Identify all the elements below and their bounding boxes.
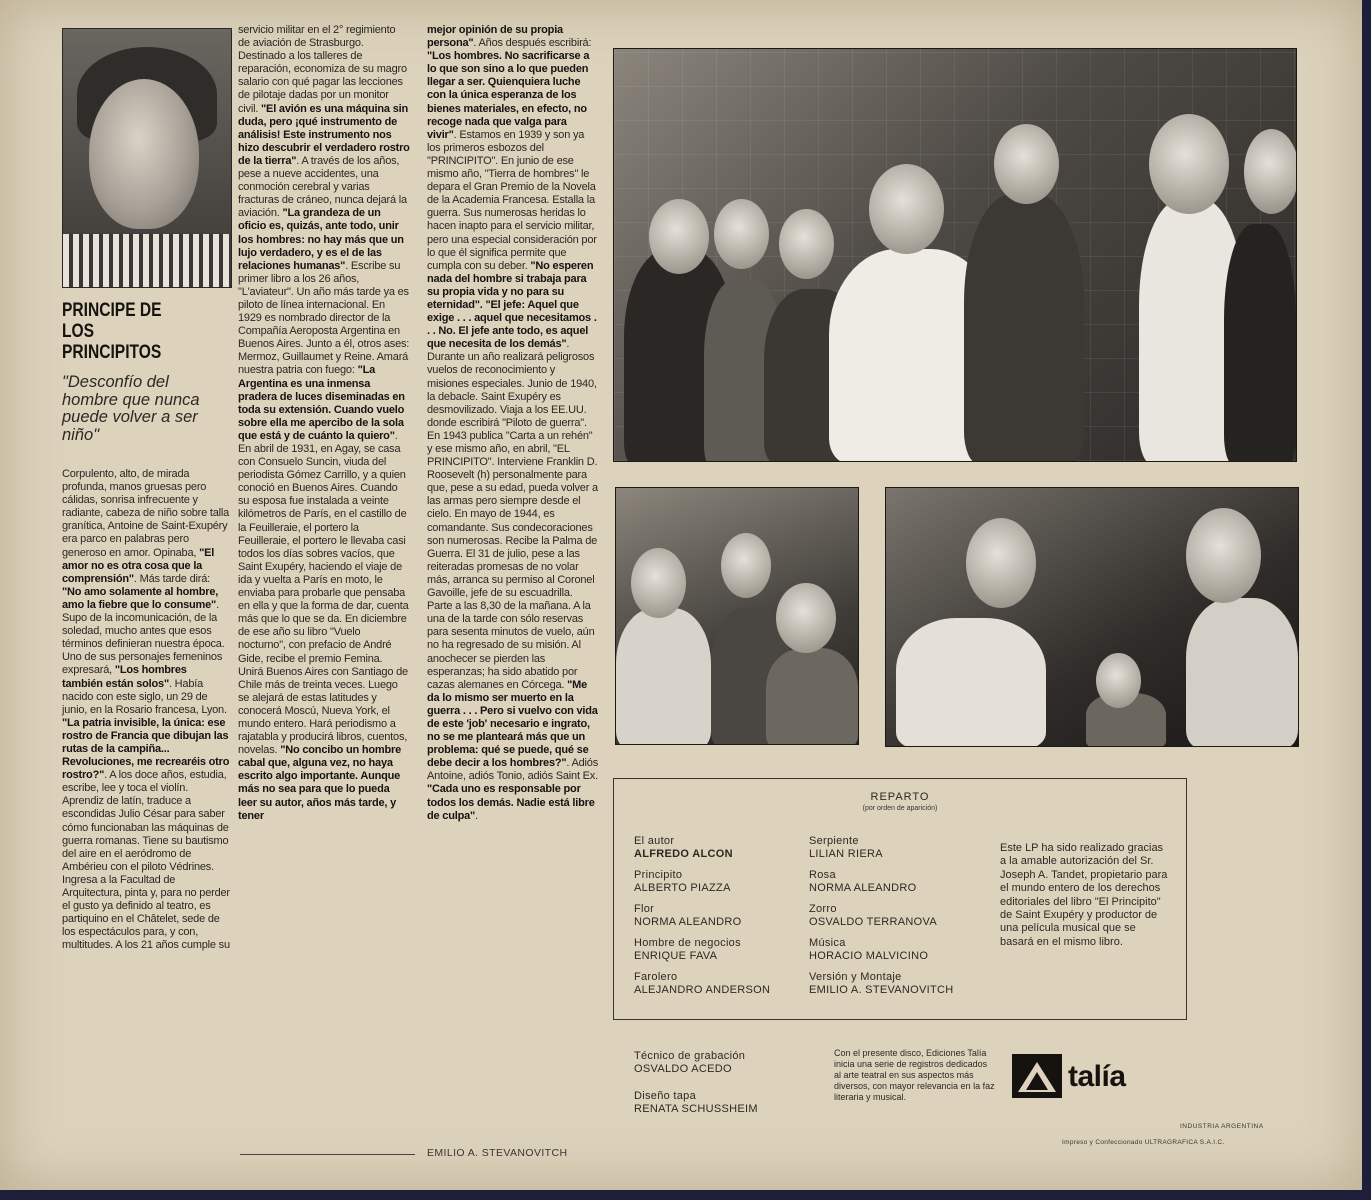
body-text: . (475, 809, 478, 822)
child-portrait-photo (62, 28, 232, 288)
recording-session-photo-left (615, 487, 859, 745)
body-text: . Escribe su primer libro a los 26 años, "L'aviateur". Un año más tarde ya es piloto de línea internacional. En 1929 es nombrado director de la Compañía Aeroposta Argentina en Buenos Aires. Junto a él, otros ases: Mermoz, Guillaumet y Reine. Amará nuestra patria con fuego: (238, 259, 410, 377)
cast-entry: Flor NORMA ALEANDRO (634, 903, 742, 928)
quote-text: "La patria invisible, la única: ese rostro de Francia que dibujan las rutas de la campiña... Revoluciones, me recrearéis otro rostro?" (62, 716, 230, 782)
body-text: . Adiós Antoine, adiós Tonio, adiós Saint Ex. (427, 757, 599, 783)
column-divider (240, 1154, 415, 1155)
quote-text: "No esperen nada del hombre si trabaja para su propia vida y no para su eternidad". "El jefe: Aquel que exige . . . aquel que necesitamos . . . No. El jefe ante todo, es aquel que necesita de los demás" (427, 259, 597, 351)
recording-studio-group-photo (613, 48, 1297, 462)
article-paragraph (427, 24, 599, 823)
cover-design-credit: Diseño tapa RENATA SCHUSSHEIM (634, 1090, 758, 1115)
body-text: . Supo de la incomunicación, de la soledad, mucho antes que esos términos definieran nuestra época. Uno de sus personajes femeninos expresará, (62, 598, 225, 677)
rights-note: Este LP ha sido realizado gracias a la amable autorización del Sr. Joseph A. Tandet, propietario para el mundo entero de los derechos editoriales del libro "El Principito" de Saint Exupéry y productor de una película musical que se basará en el mismo libro. (1000, 842, 1168, 948)
cast-entry: Serpiente LILIAN RIERA (809, 835, 883, 860)
recording-session-photo-right (885, 487, 1299, 747)
article-paragraph (238, 24, 410, 823)
body-text: . Años después escribirá: (473, 37, 592, 50)
body-text: . Estamos en 1939 y son ya los primeros esbozos del "PRINCIPITO". En junio de ese mismo año, "Tierra de hombres" le depara el Gran Premio de la Novela de la Academia Francesa. Estalla la guerra. Sus numerosas heridas lo hacen inapto para el servicio militar, pero una especial consideración por lo que él significa permite que cumpla con su deber. (427, 128, 597, 272)
quote-text: "La Argentina es una inmensa pradera de luces diseminadas en toda su extensión. Cuando vuelo sobre ella me apercibo de la sola que está y de cuánto la quiero" (238, 364, 405, 442)
article-column-2 (238, 24, 410, 823)
cast-entry: Versión y Montaje EMILIO A. STEVANOVITCH (809, 971, 954, 996)
quote-text: "La grandeza de un oficio es, quizás, ante todo, unir los hombres: no hay más que un lujo verdadero, y es el de las relaciones humanas" (238, 207, 404, 272)
cast-entry: Hombre de negocios ENRIQUE FAVA (634, 937, 741, 962)
quote-text: "Los hombres. No sacrificarse a lo que son sino a lo que pueden llegar a ser. Quienquiera luche con la única esperanza de los bienes materiales, en efecto, no recoge nada que valga para vivir" (427, 50, 590, 141)
body-text: . Durante un año realizará peligrosos vuelos de reconocimiento y misiones especiales. Junio de 1940, la debacle. Saint Exupéry es desmovilizado. Viaja a los EE.UU. donde escribirá "Piloto de guerra". En 1943 publica "Carta a un rehén" y ese mismo año, en abril, "EL PRINCIPITO". Interviene Franklin D. Roosevelt (h) personalmente para que, pese a su edad, pueda volver a las armas pero siempre desde el cielo. En mayo de 1944, es comandante. Sus condecoraciones son numerosas. Recibe la Palma de Guerra. El 31 de julio, pese a las reiteradas promesas de no volar más, arranca su permiso al Coronel Gavoille, jefe de su escuadrilla. Parte a las 8,30 de la mañana. A la una de la tarde con sólo reservas para sesenta minutos de vuelo, aún no ha regresado de su misión. Al anochecer se pierden las esperanzas; ha sido abatido por cazas alemanes en Córcega. (427, 338, 598, 691)
quote-text: "No amo solamente al hombre, amo la fiebre que lo consume" (62, 585, 219, 611)
printer-credit: Impreso y Confeccionado ULTRAGRAFICA S.A.I.C. (1062, 1139, 1225, 1146)
quote-text: mejor opinión de su propia persona" (427, 24, 563, 50)
cast-entry: Farolero ALEJANDRO ANDERSON (634, 971, 771, 996)
cast-entry: Principito ALBERTO PIAZZA (634, 869, 731, 894)
cast-entry: Música HORACIO MALVICINO (809, 937, 929, 962)
article-column-1 (62, 468, 230, 952)
cast-entry: El autor ALFREDO ALCON (634, 835, 733, 860)
quote-text: "Los hombres también están solos" (62, 664, 187, 690)
article-subheading: "Desconfío del hombre que nunca puede volver a ser niño" (62, 373, 200, 444)
quote-text: "El amor no es otra cosa que la comprensión" (62, 546, 215, 585)
recording-engineer-credit: Técnico de grabación OSVALDO ACEDO (634, 1050, 746, 1075)
quote-text: "No concibo un hombre cabal que, alguna vez, no haya escrito algo importante. Aunque más no sea para que lo pueda leer su autor, años más tarde, y tener (238, 744, 402, 822)
article-heading: PRINCIPE DE LOS PRINCIPITOS (62, 300, 162, 363)
body-text: servicio militar en el 2° regimiento de aviación de Strasburgo. Destinado a los talleres de reparación, economiza de su magro salario con qué pagar las lecciones de pilotaje dadas por un monitor civil. (238, 24, 407, 115)
cast-entry: Rosa NORMA ALEANDRO (809, 869, 917, 894)
quote-text: "El avión es una máquina sin duda, pero ¡qué instrumento de análisis! Este instrumento nos hizo descubrir el verdadero rostro de la tierra" (238, 102, 410, 167)
body-text: Corpulento, alto, de mirada profunda, manos gruesas pero cálidas, sonrisa infrecuente y radiante, cabeza de niño sobre talla granítica, Antoine de Saint-Exupéry era parco en palabras pero generoso en amor. Opinaba, (62, 468, 230, 559)
body-text: . Había nacido con este siglo, un 29 de junio, en la Rosario francesa, Lyon. (62, 677, 227, 716)
label-brand-name: talía (1068, 1060, 1126, 1093)
author-signature: EMILIO A. STEVANOVITCH (427, 1147, 568, 1159)
industry-origin: INDUSTRIA ARGENTINA (1180, 1123, 1264, 1130)
body-text: . A los doce años, estudia, escribe, lee y toca el violín. Aprendiz de latín, traduce a escondidas Julio César para saber cómo funcionaban las máquinas de guerra romanas. Tiene su bautismo del aire en el aeródromo de Ambérieu con el piloto Védrines. Ingresa a la Facultad de Arquitectura, pinta y, para no perder el gusto ya definido al teatro, es partiquino en el Châtelet, sede de los espectáculos para, y con, multitudes. A los 21 años cumple su (62, 769, 230, 952)
article-column-3 (427, 24, 599, 823)
quote-text: "Me da lo mismo ser muerto en la guerra . . . Pero si vuelvo con vida de este 'job' necesario e ingrato, no se me planteará más que un problema: qué se puede, qué se debe decir a los hombres?" (427, 678, 598, 770)
talia-logo-icon (1012, 1054, 1062, 1098)
body-text: . A través de los años, pese a nueve accidentes, una conmoción cerebral y varias fracturas de cráneo, nunca dejará la aviación. (238, 154, 407, 220)
body-text: . En abril de 1931, en Agay, se casa con Consuelo Suncin, viuda del periodista Gómez Carrillo, y a quien conoció en Buenos Aires. Cuando su esposa fue instalada a veinte kilómetros de París, en el castillo de la Feuilleraie, el portero la Feuilleraie, el portero le llevaba casi todos los días sobres vacíos, que Saint Exupéry, haciendo el viaje de ida y vuelta a París en moto, le enviaba para probarle que pensaba en ella y que la forma de dar, cuenta más que lo que se da. En diciembre de ese año su libro "Vuelo nocturno", con prefacio de André Gide, recibe el premio Femina. Unirá Buenos Aires con Santiago de Chile más de treinta veces. Luego se alejará de estas latitudes y conocerá Moscú, Nueva York, el mundo entero. Hará periodismo a rajatabla y producirá libros, cuentos, novelas. (238, 429, 409, 757)
credits-subtitle: (por orden de aparición) (862, 805, 938, 812)
body-text: . Más tarde dirá: (133, 572, 210, 585)
quote-text: "Cada uno es responsable por todos los demás. Nadie está libre de culpa" (427, 783, 595, 822)
edition-note: Con el presente disco, Ediciones Talía inicia una serie de registros dedicados al arte teatral en sus aspectos más diversos, con mayor relevancia en la faz literaria y musical. (834, 1048, 995, 1102)
article-paragraph (62, 468, 230, 952)
cast-entry: Zorro OSVALDO TERRANOVA (809, 903, 937, 928)
credits-title: REPARTO (870, 791, 930, 803)
